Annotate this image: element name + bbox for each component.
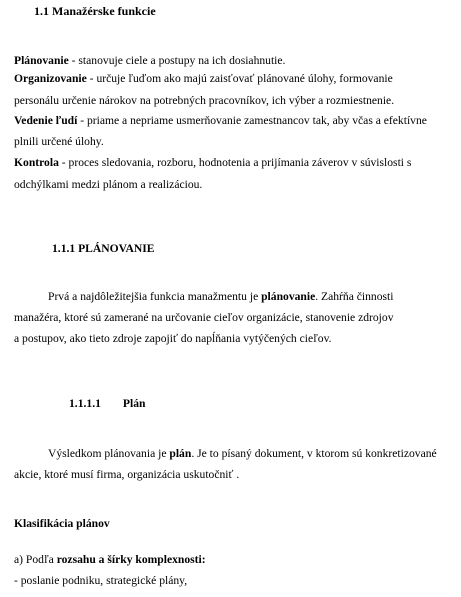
section-title: 1.1 Manažérske funkcie (34, 4, 156, 18)
classification-title: Klasifikácia plánov (14, 517, 110, 530)
definition-kontrola (14, 156, 411, 170)
classification-bullet: - poslanie podniku, strategické plány, (14, 574, 188, 587)
text-run: . Zahŕňa činnosti (315, 290, 394, 303)
paragraph-line: akcie, ktoré musí firma, organizácia uskutočniť . (14, 468, 240, 481)
definition-continuation: plnili určené úlohy. (14, 135, 104, 148)
bold-term: plánovanie (261, 290, 316, 303)
subsubsection-heading (69, 397, 145, 410)
paragraph-line: a postupov, ako tieto zdroje zapojiť do napĺňania vytýčených cieľov. (14, 332, 332, 345)
definition-organizovanie (14, 72, 393, 86)
subsubsection-number: 1.1.1.1 (69, 397, 101, 410)
text-run: Prvá a najdôležitejšia funkcia manažmentu je (48, 290, 262, 303)
text-run: a) Podľa (14, 553, 57, 566)
definition-continuation: odchýlkami medzi plánom a realizáciou. (14, 178, 203, 191)
definition-vedenie-ludi (14, 114, 427, 128)
definition-text: - stanovuje ciele a postupy na ich dosiahnutie. (68, 54, 286, 67)
definition-continuation: personálu určenie nárokov na potrebných pracovníkov, ich výber a rozmiestnenie. (14, 94, 395, 107)
classification-item-a (14, 553, 206, 567)
subsection-title: 1.1.1 PLÁNOVANIE (52, 242, 155, 255)
bold-term: rozsahu a šírky komplexnosti: (56, 553, 206, 566)
definition-planovanie (14, 54, 285, 68)
definition-text: - proces sledovania, rozboru, hodnotenia a prijímania záverov v súvislosti s (58, 156, 412, 169)
definition-term: Plánovanie (14, 54, 69, 67)
paragraph-line: manažéra, ktoré sú zamerané na určovanie cieľov organizácie, stanovenie zdrojov (14, 311, 394, 324)
bold-term: plán (169, 447, 192, 460)
subsubsection-title: Plán (122, 397, 146, 410)
text-run: Výsledkom plánovania je (48, 447, 170, 460)
definition-text: - priame a nepriame usmerňovanie zamestnancov tak, aby včas a efektívne (77, 114, 427, 127)
definition-text: - určuje ľuďom ako majú zaisťovať plánované úlohy, formovanie (86, 72, 393, 85)
paragraph-line (48, 447, 437, 461)
definition-term: Kontrola (14, 156, 59, 169)
definition-term: Organizovanie (14, 72, 87, 85)
text-run: . Je to písaný dokument, v ktorom sú konkretizované (191, 447, 437, 460)
definition-term: Vedenie ľudí (14, 114, 78, 127)
paragraph-line (48, 290, 393, 304)
